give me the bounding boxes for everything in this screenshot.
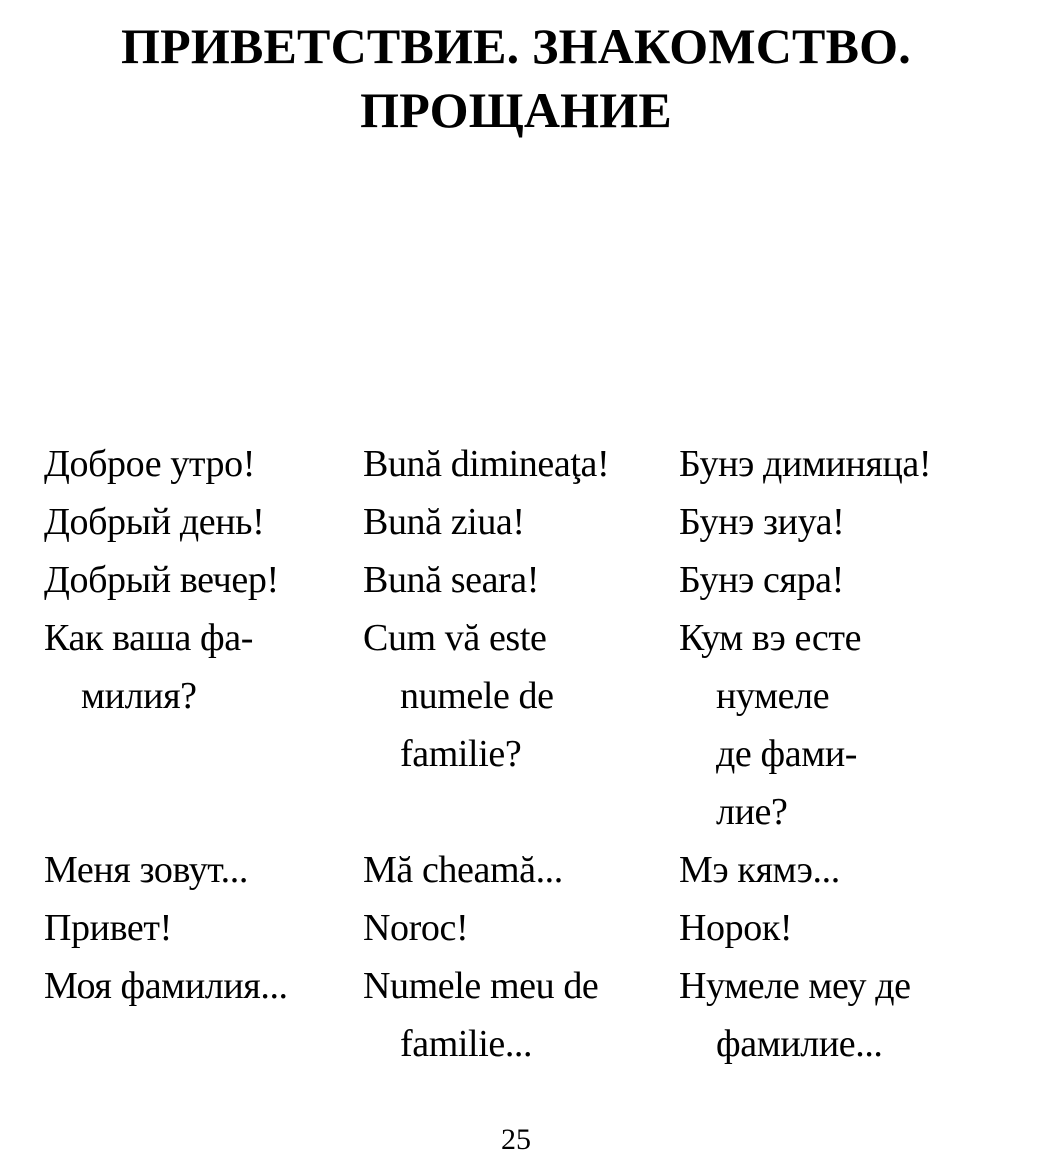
phrase-row [44, 493, 1004, 551]
transcription-phrase [679, 899, 999, 957]
russian-phrase [44, 841, 363, 899]
phrase-line: фамилие... [716, 1023, 883, 1065]
romanian-phrase [363, 957, 679, 1073]
phrase-line: Bună dimineaţa! [363, 443, 610, 485]
russian-phrase [44, 551, 363, 609]
phrase-line: Мэ кямэ... [679, 849, 840, 891]
russian-phrase [44, 435, 363, 493]
phrase-line: Нумеле меу де [679, 965, 911, 1007]
transcription-phrase [679, 435, 999, 493]
phrase-line: нумеле [716, 675, 830, 717]
phrase-line: Как ваша фа- [44, 617, 253, 659]
phrase-line: familie? [400, 733, 522, 775]
romanian-phrase [363, 493, 679, 551]
romanian-phrase [363, 899, 679, 957]
page-title-line-2: ПРОЩАНИЕ [360, 82, 672, 138]
phrase-line: Бунэ сяра! [679, 559, 844, 601]
phrase-row [44, 899, 1004, 957]
phrase-line: Доброе утро! [44, 443, 256, 485]
romanian-phrase [363, 435, 679, 493]
transcription-phrase [679, 493, 999, 551]
phrase-line: Mă cheamă... [363, 849, 563, 891]
phrase-line: Моя фамилия... [44, 965, 288, 1007]
phrase-line: Cum vă este [363, 617, 547, 659]
phrase-line: Кум вэ есте [679, 617, 862, 659]
page-title [0, 14, 1032, 142]
phrase-line: лие? [716, 791, 788, 833]
phrase-line: Добрый день! [44, 501, 265, 543]
phrase-line: Бунэ зиуа! [679, 501, 845, 543]
transcription-phrase [679, 957, 999, 1073]
phrase-line: Норок! [679, 907, 793, 949]
phrase-line: Bună ziua! [363, 501, 525, 543]
phrase-line: де фами- [716, 733, 858, 775]
phrase-row [44, 609, 1004, 841]
phrase-line: Добрый вечер! [44, 559, 279, 601]
phrase-line: familie... [400, 1023, 533, 1065]
page-title-line-1: ПРИВЕТСТВИЕ. ЗНАКОМСТВО. [121, 18, 911, 74]
russian-phrase [44, 957, 363, 1015]
phrase-row [44, 957, 1004, 1073]
page-number: 25 [501, 1123, 531, 1156]
phrase-row [44, 551, 1004, 609]
transcription-phrase [679, 551, 999, 609]
romanian-phrase [363, 841, 679, 899]
russian-phrase [44, 493, 363, 551]
phrase-line: Привет! [44, 907, 172, 949]
phrase-line: Noroc! [363, 907, 469, 949]
phrase-line: Меня зовут... [44, 849, 248, 891]
phrase-row [44, 841, 1004, 899]
transcription-phrase [679, 841, 999, 899]
phrase-row [44, 435, 1004, 493]
transcription-phrase [679, 609, 999, 841]
phrase-line: милия? [81, 675, 197, 717]
phrase-table [44, 435, 1004, 1073]
romanian-phrase [363, 609, 679, 783]
phrase-line: Бунэ диминяца! [679, 443, 932, 485]
russian-phrase [44, 609, 363, 725]
phrase-line: Bună seara! [363, 559, 540, 601]
romanian-phrase [363, 551, 679, 609]
russian-phrase [44, 899, 363, 957]
phrase-line: Numele meu de [363, 965, 599, 1007]
phrase-line: numele de [400, 675, 554, 717]
